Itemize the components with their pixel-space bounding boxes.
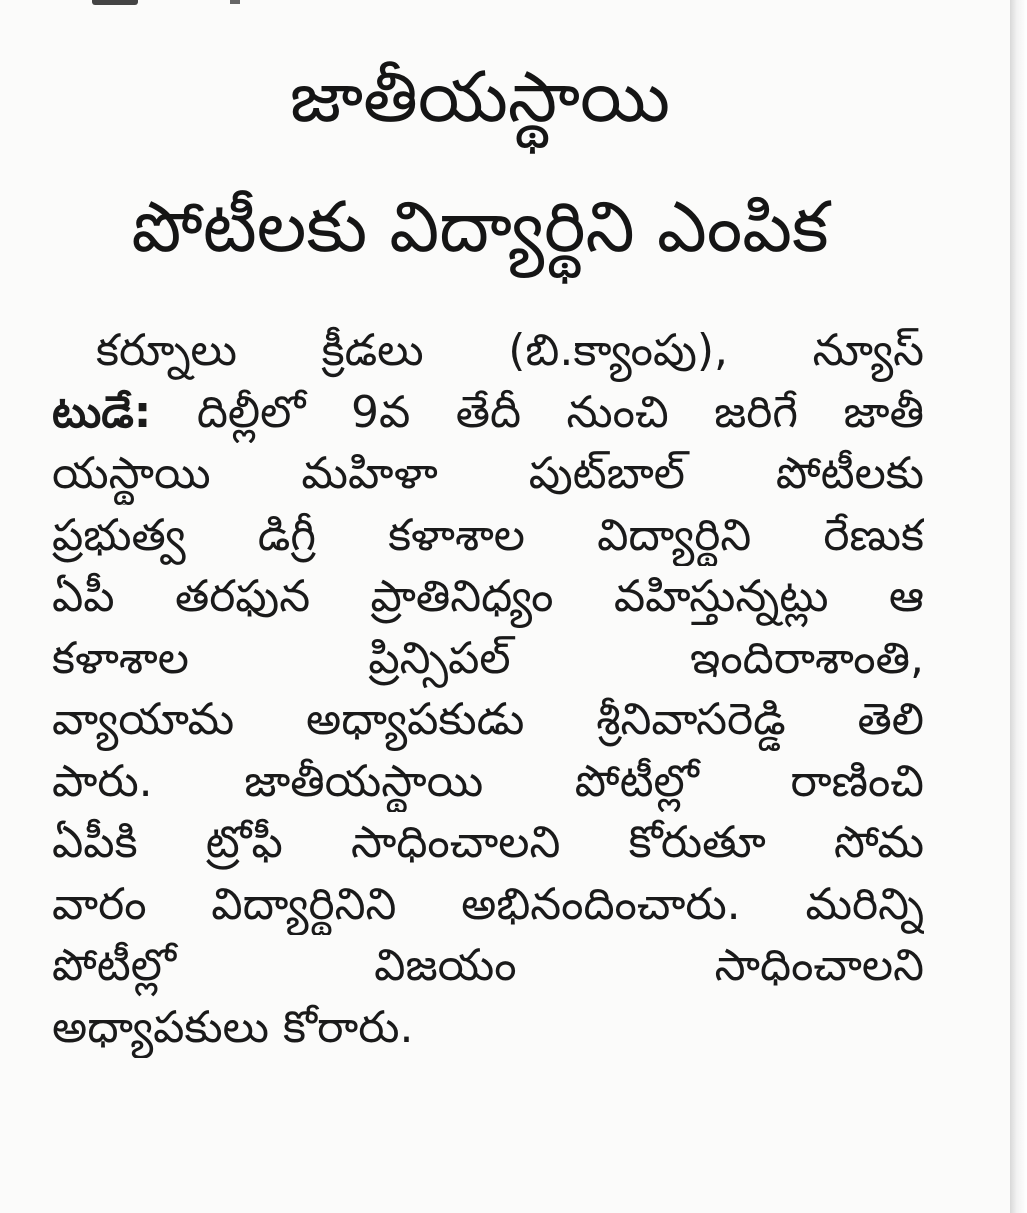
article-line: పారు. జాతీయస్థాయి పోటీల్లో రాణించి (52, 755, 924, 807)
cropped-text-fragment (92, 0, 138, 5)
article-line: ప్రభుత్వ డిగ్రీ కళాశాల విద్యార్థిని రేణుక (52, 509, 924, 561)
article-line: కళాశాల ప్రిన్సిపల్ ఇందిరాశాంతి, (52, 632, 924, 684)
cropped-text-fragment (230, 0, 240, 4)
article-line: పోటీల్లో విజయం సాధించాలని (52, 940, 924, 991)
article-line-text: దిల్లీలో 9వ తేదీ నుంచి జరిగే జాతీ (196, 386, 924, 438)
article-line: అధ్యాపకులు కోరారు. (52, 1001, 414, 1053)
dateline: టుడే: (52, 386, 152, 438)
article-line: కర్నూలు క్రీడలు (బి.క్యాంపు), న్యూస్ (96, 325, 924, 376)
page-edge (1010, 0, 1027, 1213)
headline-line-1: జాతీయస్థాయి (289, 56, 671, 138)
article-line: ఏపీ తరఫున ప్రాతినిధ్యం వహిస్తున్నట్లు ఆ (52, 571, 924, 622)
article-line: యస్థాయి మహిళా పుట్‌బాల్ పోటీలకు (52, 448, 924, 499)
article-line: ఏపీకి ట్రోఫీ సాధించాలని కోరుతూ సోమ (52, 817, 924, 868)
article-body (52, 320, 924, 1180)
article-line: వారం విద్యార్థినిని అభినందించారు. మరిన్ని (52, 878, 924, 930)
article-line: వ్యాయామ అధ్యాపకుడు శ్రీనివాసరెడ్డి తెలి (52, 694, 924, 745)
article-line (52, 382, 924, 444)
headline-line-2: పోటీలకు విద్యార్థిని ఎంపిక (131, 186, 829, 268)
